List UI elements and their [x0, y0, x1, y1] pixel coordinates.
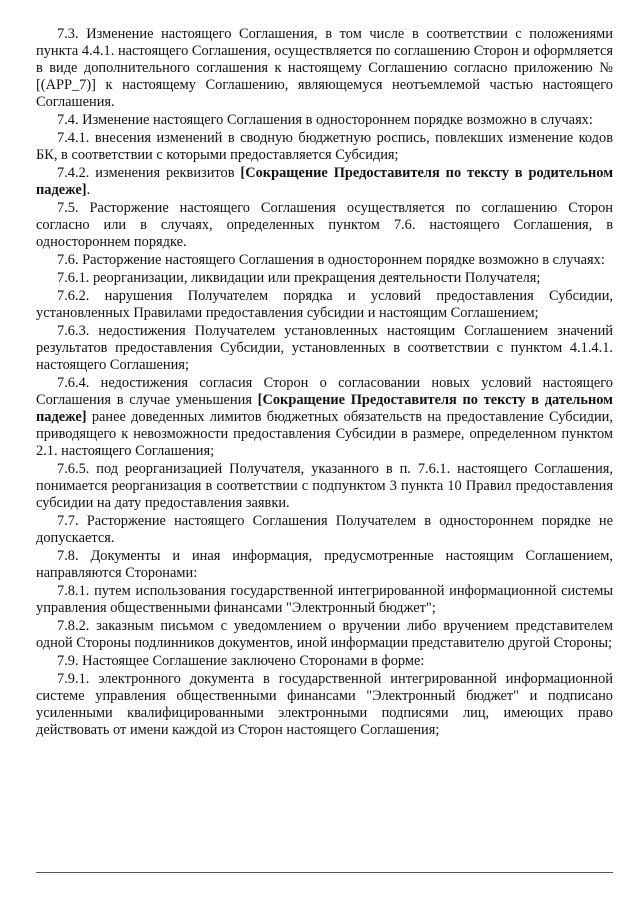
paragraph-7-8-2: 7.8.2. заказным письмом с уведомлением о вручении либо вручением представителем одной Стороны подлинников документов, иной информации представителю другой Стороны;	[36, 618, 613, 651]
paragraph-7-9-1: 7.9.1. электронного документа в государственной интегрированной информационной системе управления общественными финансами "Электронный бюджет" и подписано усиленными квалифицированными электронными подписями лиц, имеющих право действовать от имени каждой из Сторон настоящего Соглашения;	[36, 671, 613, 738]
paragraph-7-3: 7.3. Изменение настоящего Соглашения, в том числе в соответствии с положениями пункта 4.4.1. настоящего Соглашения, осуществляется по соглашению Сторон и оформляется в виде дополнительного соглашения к настоящему Соглашению согласно приложению № [(APP_7)] к настоящему Соглашению, являющемуся неотъемлемой частью настоящего Соглашения.	[36, 26, 613, 110]
paragraph-7-4-2-end: .	[86, 182, 91, 198]
paragraph-7-4: 7.4. Изменение настоящего Соглашения в одностороннем порядке возможно в случаях:	[57, 112, 593, 128]
paragraph-7-4-2-text: 7.4.2. изменения реквизитов	[57, 165, 241, 181]
paragraph-7-6-4-end: ранее доведенных лимитов бюджетных обязательств на предоставление Субсидии, приводящего к невозможности предоставления Субсидии в размере, определенном пунктом 2.1. настоящего Соглашения;	[36, 409, 613, 459]
document-page	[36, 26, 613, 739]
paragraph-7-6-5: 7.6.5. под реорганизацией Получателя, указанного в п. 7.6.1. настоящего Соглашения, понимается реорганизация в соответствии с подпунктом 3 пункта 10 Правил предоставления субсидии на дату предоставления заявки.	[36, 461, 613, 511]
paragraph-7-4-1: 7.4.1. внесения изменений в сводную бюджетную роспись, повлекших изменение кодов БК, в соответствии с которыми предоставляется Субсидия;	[36, 130, 613, 163]
paragraph-7-8-1: 7.8.1. путем использования государственной интегрированной информационной системы управления общественными финансами "Электронный бюджет";	[36, 583, 613, 616]
paragraph-7-6-2: 7.6.2. нарушения Получателем порядка и условий предоставления Субсидии, установленных Правилами предоставления субсидии и настоящим Соглашением;	[36, 288, 613, 321]
paragraph-7-8: 7.8. Документы и иная информация, предусмотренные настоящим Соглашением, направляются Сторонами:	[36, 548, 613, 581]
paragraph-7-6: 7.6. Расторжение настоящего Соглашения в одностороннем порядке возможно в случаях:	[57, 252, 605, 268]
paragraph-7-6-1: 7.6.1. реорганизации, ликвидации или прекращения деятельности Получателя;	[57, 270, 541, 286]
paragraph-7-6-3: 7.6.3. недостижения Получателем установленных настоящим Соглашением значений результатов предоставления Субсидии, установленных в соответствии с пунктом 4.1.4.1. настоящего Соглашения;	[36, 323, 613, 373]
placeholder-provider-dative: [Сокращение Предоставителя по тексту в дательном падеже]	[36, 392, 613, 425]
paragraph-7-9: 7.9. Настоящее Соглашение заключено Сторонами в форме:	[57, 653, 425, 669]
paragraph-7-6-4-text: 7.6.4. недостижения согласия Сторон о согласовании новых условий настоящего Соглашения в случае уменьшения	[36, 375, 613, 408]
paragraph-7-6-4	[36, 375, 613, 460]
paragraph-7-4-2	[36, 165, 613, 199]
paragraph-7-5: 7.5. Расторжение настоящего Соглашения осуществляется по соглашению Сторон согласно или в случаях, определенных пунктом 7.6. настоящего Соглашения, в одностороннем порядке.	[36, 200, 613, 250]
paragraph-7-7: 7.7. Расторжение настоящего Соглашения Получателем в одностороннем порядке не допускается.	[36, 513, 613, 546]
footer-divider	[36, 872, 613, 873]
placeholder-provider-genitive: [Сокращение Предоставителя по тексту в родительном падеже]	[36, 165, 613, 198]
